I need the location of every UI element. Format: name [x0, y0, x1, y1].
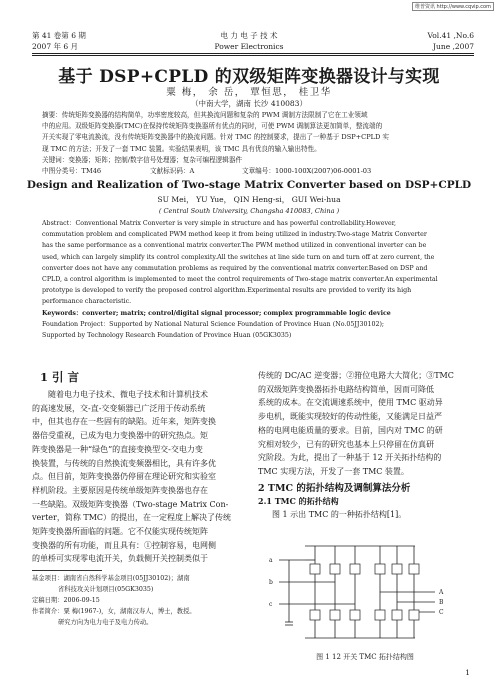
corner-badge: 维普资讯 http://www.cqvip.com [412, 2, 494, 11]
right-line: 究相对较少，已有的研究也基本上只停留在仿真研 [258, 439, 434, 449]
right-line: 系统的成本。在交流调速系统中，使用 TMC 驱动异 [258, 398, 443, 408]
section1-line: 的单桥可实现零电流开关，负载侧开关控制类似于 [32, 554, 208, 564]
footnote-fund-1: 基金项目：湖南省自然科学基金项目(05JJ30102)；湖南 [32, 575, 190, 582]
right-line: 格的电网电能质量的要求。目前，国内对 TMC 的研 [258, 425, 443, 435]
header-journal-cn: 电 力 电 子 技 术 [220, 31, 278, 40]
abstract-en-line: prototype is developed to verify the proposed control algorithm.Experimental results are provided to verify its high [42, 287, 412, 295]
header-volume: 第 41 卷第 6 期 [32, 31, 86, 40]
abstract-en-line: converter does not have any commutation problems as required by the conventional matrix converter.Based on DSP and [42, 264, 428, 272]
right-line: 究阶段。为此，提出了一种基于 12 开关拓扑结构的 [258, 453, 442, 463]
header-journal-en: Power Electronics [214, 42, 284, 51]
abstract-cn [42, 110, 462, 177]
tmc-topology-diagram [265, 538, 465, 650]
keywords-en: Keywords：converter; matrix; control/digital signal processor; complex programmable logic device [42, 309, 391, 317]
section1-line: 点。但目前，矩阵变换器仍停留在理论研究和实验室 [32, 472, 216, 482]
footnote [32, 573, 247, 628]
abstract-en [42, 218, 462, 341]
section1-line: 样机阶段。主要原因是传统单级矩阵变换器也存在 [32, 485, 208, 495]
output-phase-a-label: A [439, 589, 444, 596]
foundation-en-2: Supported by Technology Research Foundation of Province Huan (05GK3035) [42, 332, 292, 340]
clc-number: 中图分类号：TM46 [42, 167, 102, 176]
classification-row [42, 166, 462, 177]
section1-line: 阵变换器是一种“绿色”的直接变换型交-交电力变 [32, 444, 203, 454]
abstract-en-line: has the same performance as a conventional matrix converter.The PWM method utilized in conventional inverter can be [42, 242, 427, 250]
output-phase-b-label: B [439, 599, 444, 606]
footnote-author-1: 作者简介：粟 梅(1967-)，女，湖南汉寿人，博士，教授。 [32, 608, 196, 615]
section1-line: 随着电力电子技术、微电子技术和计算机技术 [48, 390, 208, 399]
header-date-cn: 2007 年 6 月 [32, 42, 79, 51]
paper-affiliation: （中南大学，湖南 长沙 410083） [191, 99, 307, 108]
authors-en: SU Mei， YU Yue， QIN Heng-si， GUI Wei-hua [157, 195, 341, 204]
input-phase-b-label: b [269, 579, 273, 586]
section1-line: 器倍受重视，已成为电力变换器中的研究热点。矩 [32, 431, 208, 441]
paper-title: 基于 DSP+CPLD 的双级矩阵变换器设计与实现 [58, 67, 440, 87]
section1-line: 中，但其也存在一些固有的缺陷。近年来，矩阵变换 [32, 417, 216, 427]
page-number: 1 [465, 668, 470, 677]
abstract-en-line: used, which can largely simplify its control complexity.All the switches at line side turn on and turn off at zero current, the [42, 253, 435, 261]
abstract-cn-line: 摘要：传统矩阵变换器的结构简单，功率密度较高，但其换流问题和复杂的 PWM 调制方法限制了它在工业领域 [42, 111, 368, 119]
abstract-en-line: commutation problem and complicated PWM method keep it from being utilized in industry.Two-stage Matrix Converter [42, 231, 427, 239]
abstract-en-line: CPLD, a control algorithm is implemented to meet the control requirements of Two-stage matrix converter.An experimental [42, 276, 438, 284]
right-line: TMC 实现方法，开发了一套 TMC 装置。 [258, 466, 409, 476]
header-vol-en: Vol.41 ,No.6 [427, 31, 474, 40]
section21-text: 图 1 示出 TMC 的一种拓扑结构[1]。 [272, 510, 407, 519]
abstract-cn-line: 开关实现了零电流换流，没有传统矩阵变换器中的换流问题。针对 TMC 的控制要求，提出了一种基于 DSP+CPLD 实 [42, 133, 390, 142]
input-phase-c-label: c [269, 601, 273, 608]
figure1-caption: 图 1 12 开关 TMC 拓扑结构图 [316, 653, 414, 661]
right-line: 步电机，既能实现较好的传动性能，又能满足日益严 [258, 412, 442, 422]
section1-line: 一些缺陷。双级矩阵变换器（Two-stage Matrix Con- [32, 499, 229, 509]
foundation-en-1: Foundation Project：Supported by National Natural Science Foundation of Province Huan (No.05JJ30102); [42, 320, 385, 328]
title-en: Design and Realization of Two-stage Matrix Converter based on DSP+CPLD [26, 179, 472, 191]
right-line: 传统的 DC/AC 逆变器；②箝位电路大大简化；③TMC [258, 371, 454, 380]
footnote-author-2: 研究方向为电力电子及电力传动。 [58, 619, 153, 626]
abstract-cn-line: 中的应用。双级矩阵变换器(TMC)在保持传统矩阵变换器所有优点的同时，可使 PWM 调制算法更加简单，整流端的 [42, 122, 383, 131]
header-rule-2 [32, 55, 474, 56]
header-date-en: June ,2007 [433, 42, 474, 51]
paper-authors: 粟 梅， 余 岳， 覃恒思， 桂卫华 [166, 87, 332, 98]
abstract-en-line: performance characteristic. [42, 298, 132, 306]
section1-body [32, 388, 242, 566]
input-phase-a-label: a [269, 557, 273, 564]
section1-heading: 1 引 言 [40, 370, 80, 384]
section1-line: verter，简称 TMC）的提出，在一定程度上解决了传统 [32, 513, 232, 523]
output-phase-c-label: C [439, 609, 444, 616]
section1-line: 换装置，与传统的自然换流变频器相比，具有许多优 [32, 458, 216, 468]
footnote-rule [32, 570, 102, 571]
section2-heading: 2 TMC 的拓扑结构及调制算法分析 [258, 483, 411, 494]
footnote-fund-2: 省科技攻关计划项目(05GK3035) [58, 586, 154, 593]
section1-line: 矩阵变换器所面临的问题。它不仅能实现传统矩阵 [32, 527, 208, 537]
section1-line: 变换器的所有功能，而且具有：①控制容易，电网侧 [32, 540, 216, 550]
section1-line: 的高速发展，交-直-交变频器已广泛用于传动系统 [32, 403, 206, 413]
right-column-body [258, 369, 472, 479]
affiliation-en: ( Central South University, Changsha 410083, China ) [158, 207, 340, 215]
right-line: 的双级矩阵变换器拓扑电路结构简单，因而可降低 [258, 384, 434, 394]
section21-heading: 2.1 TMC 的拓扑结构 [258, 496, 339, 506]
keywords-cn: 关键词：变换器；矩阵；控制/数字信号处理器；复杂可编程逻辑器件 [42, 155, 243, 164]
header-rule [32, 53, 474, 54]
footnote-date: 定稿日期：2006-09-15 [32, 597, 100, 604]
doc-code: 文献标识码：A [150, 167, 195, 176]
article-number: 文章编号：1000-100X(2007)06-0001-03 [242, 167, 372, 176]
abstract-cn-line: 现 TMC 的方法；开发了一套 TMC 装置。实验结果表明，该 TMC 具有优良的输入输出特性。 [42, 144, 321, 153]
abstract-en-line: Abstract：Conventional Matrix Converter is very simple in structure and has powerful controllability.However, [42, 220, 397, 227]
